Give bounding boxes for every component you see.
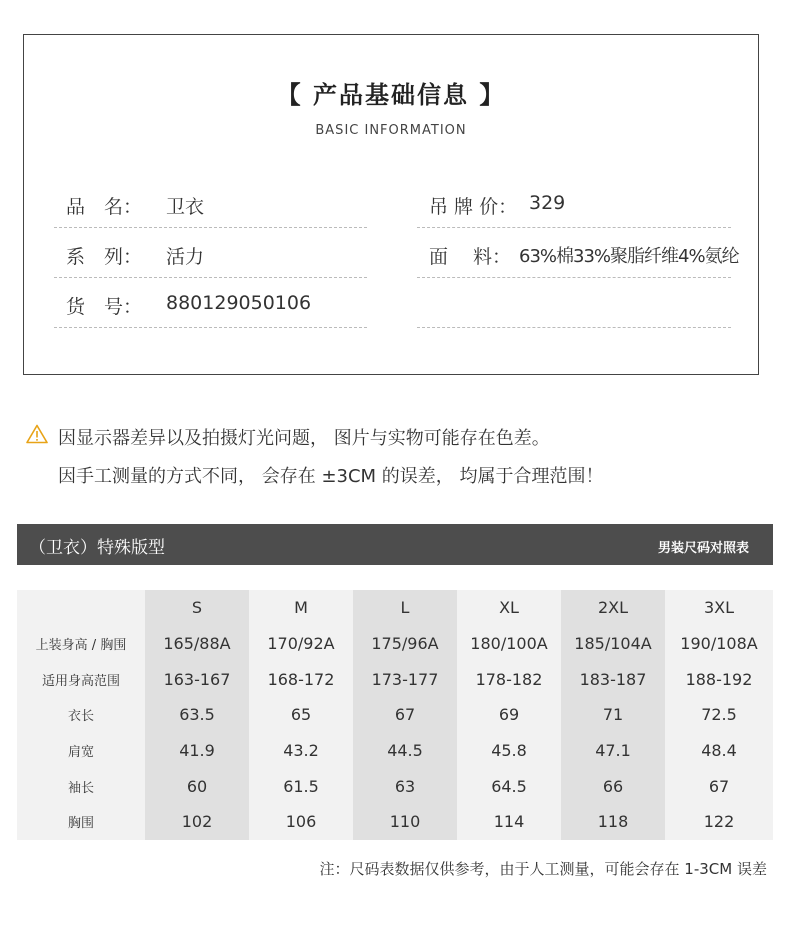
info-title: 【 产品基础信息 】 [276, 81, 506, 109]
table-cell: 60 [145, 768, 249, 804]
banner-subtitle: 男装尺码对照表 [657, 541, 749, 556]
table-cell: 175/96A [353, 626, 457, 662]
table-cell: 41.9 [145, 733, 249, 769]
table-cell: 173-177 [353, 661, 457, 697]
table-header-row [17, 590, 773, 626]
column-header: 3XL [665, 590, 773, 626]
table-cell: 64.5 [457, 768, 561, 804]
field-label: 品 名： [66, 196, 143, 218]
field-label: 吊 牌 价： [429, 196, 518, 218]
field-value: 880129050106 [166, 292, 312, 314]
info-subtitle: BASIC INFORMATION [315, 123, 467, 138]
table-row [17, 733, 773, 769]
field-name [54, 178, 367, 228]
field-fabric [417, 228, 739, 278]
field-tag-price [417, 178, 731, 228]
table-cell: 183-187 [561, 661, 665, 697]
row-header: 衣长 [17, 697, 145, 733]
table-corner-cell [17, 590, 145, 626]
row-header: 上装身高 / 胸围 [17, 626, 145, 662]
table-cell: 102 [145, 804, 249, 840]
field-value: 活力 [166, 246, 205, 268]
field-item-number [54, 278, 367, 328]
notice-line-2: 因手工测量的方式不同， 会存在 ±3CM 的误差， 均属于合理范围！ [58, 466, 604, 487]
column-header: M [249, 590, 353, 626]
table-cell: 47.1 [561, 733, 665, 769]
field-series [54, 228, 367, 278]
row-header: 袖长 [17, 768, 145, 804]
table-cell: 114 [457, 804, 561, 840]
table-cell: 69 [457, 697, 561, 733]
field-label: 货 号： [66, 296, 143, 318]
row-header: 肩宽 [17, 733, 145, 769]
table-row [17, 661, 773, 697]
table-cell: 61.5 [249, 768, 353, 804]
field-value: 329 [529, 192, 566, 214]
size-table [17, 590, 773, 840]
table-row [17, 697, 773, 733]
table-cell: 110 [353, 804, 457, 840]
table-cell: 45.8 [457, 733, 561, 769]
size-chart-banner [17, 524, 773, 565]
table-cell: 163-167 [145, 661, 249, 697]
field-label: 面 料： [429, 246, 512, 268]
basic-info-panel [23, 34, 759, 375]
table-cell: 168-172 [249, 661, 353, 697]
field-value: 63%棉33%聚脂纤维4%氨纶 [519, 246, 739, 267]
table-row [17, 626, 773, 662]
column-header: S [145, 590, 249, 626]
table-cell: 170/92A [249, 626, 353, 662]
table-cell: 122 [665, 804, 773, 840]
column-header: XL [457, 590, 561, 626]
table-row [17, 768, 773, 804]
column-header: L [353, 590, 457, 626]
row-header: 胸围 [17, 804, 145, 840]
row-header: 适用身高范围 [17, 661, 145, 697]
table-cell: 67 [665, 768, 773, 804]
table-cell: 72.5 [665, 697, 773, 733]
table-cell: 48.4 [665, 733, 773, 769]
table-cell: 65 [249, 697, 353, 733]
table-cell: 63 [353, 768, 457, 804]
table-cell: 67 [353, 697, 457, 733]
table-cell: 66 [561, 768, 665, 804]
table-cell: 178-182 [457, 661, 561, 697]
measurement-footnote: 注：尺码表数据仅供参考，由于人工测量，可能会存在 1-3CM 误差 [319, 860, 767, 878]
table-cell: 118 [561, 804, 665, 840]
table-cell: 71 [561, 697, 665, 733]
table-cell: 63.5 [145, 697, 249, 733]
field-empty [417, 278, 731, 328]
table-cell: 44.5 [353, 733, 457, 769]
field-value: 卫衣 [166, 196, 205, 218]
table-cell: 165/88A [145, 626, 249, 662]
table-cell: 185/104A [561, 626, 665, 662]
field-label: 系 列： [66, 246, 143, 268]
column-header: 2XL [561, 590, 665, 626]
notice-line-1: 因显示器差异以及拍摄灯光问题， 图片与实物可能存在色差。 [58, 428, 550, 449]
table-row [17, 804, 773, 840]
table-cell: 190/108A [665, 626, 773, 662]
banner-title: （卫衣）特殊版型 [29, 538, 165, 558]
table-cell: 180/100A [457, 626, 561, 662]
table-cell: 188-192 [665, 661, 773, 697]
table-cell: 43.2 [249, 733, 353, 769]
table-cell: 106 [249, 804, 353, 840]
warning-icon [26, 424, 48, 444]
